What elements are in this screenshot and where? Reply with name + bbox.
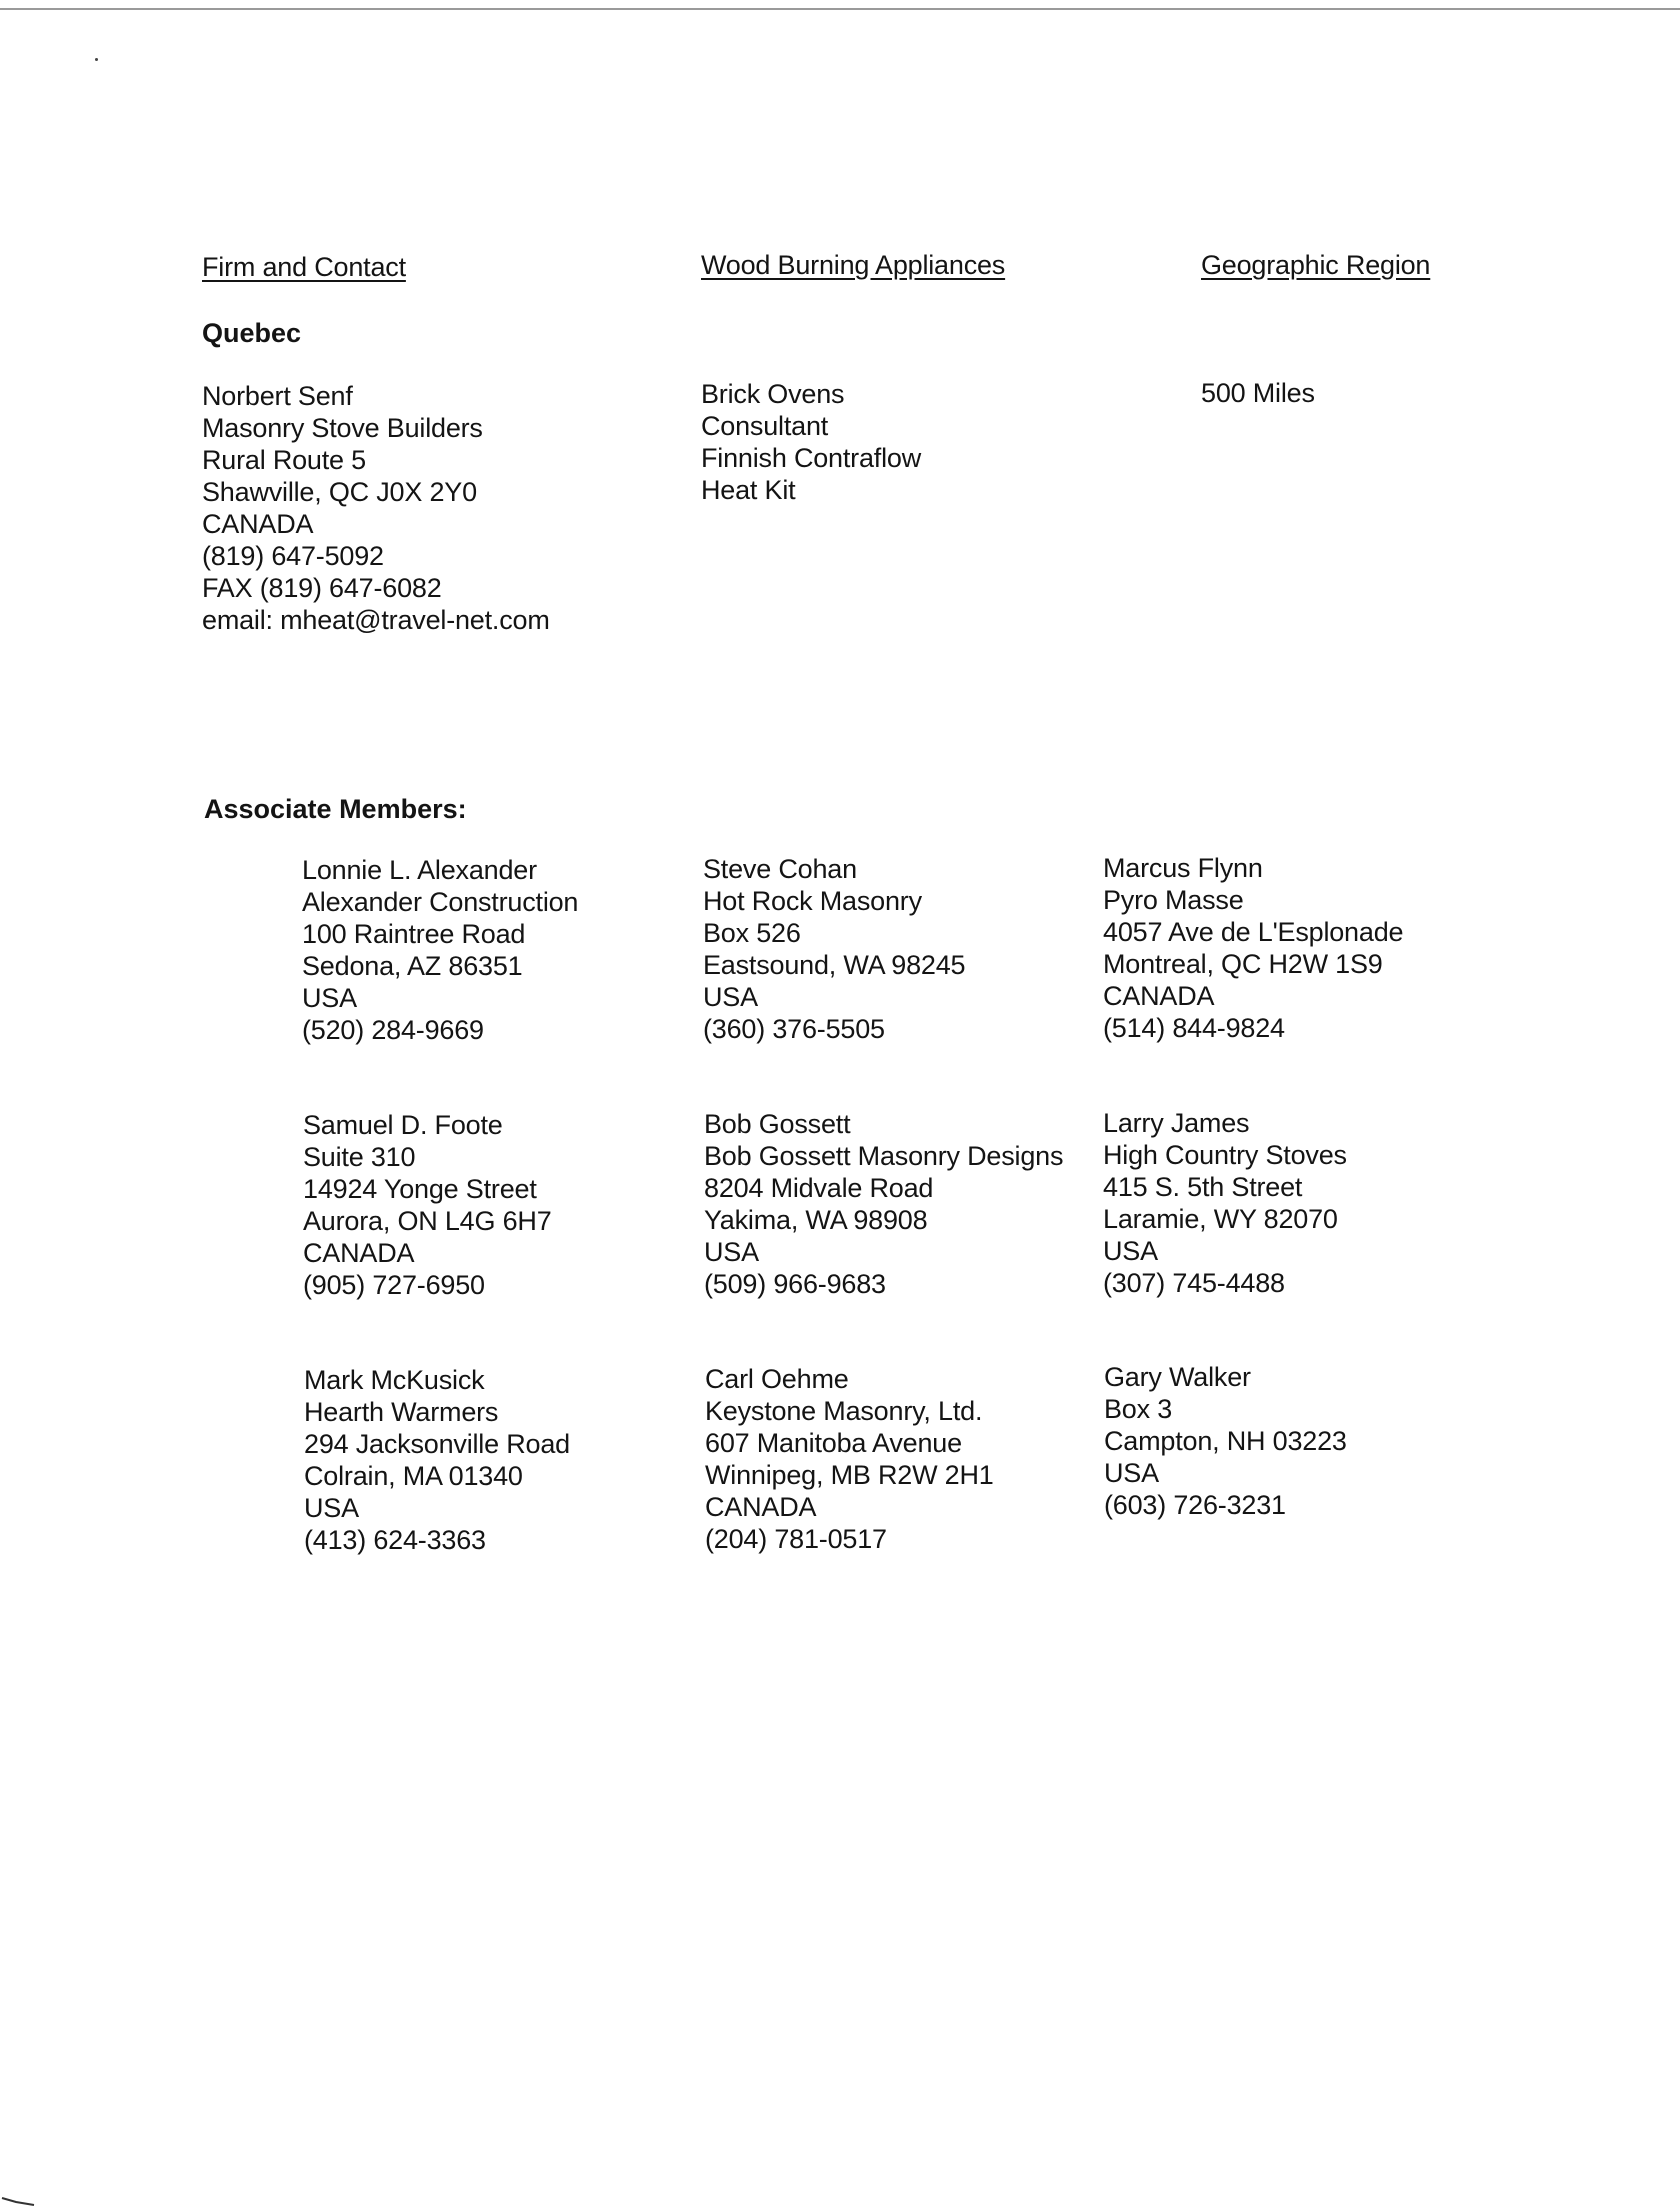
header-firm-and-contact: Firm and Contact xyxy=(202,252,406,282)
associate-name: Larry James xyxy=(1103,1108,1250,1138)
associate-line: 4057 Ave de L'Esplonade xyxy=(1103,917,1404,947)
associate-line: Aurora, ON L4G 6H7 xyxy=(303,1206,552,1236)
appliance-item: Brick Ovens xyxy=(701,379,845,409)
associate-line: 100 Raintree Road xyxy=(302,919,526,949)
associate-line: Montreal, QC H2W 1S9 xyxy=(1103,949,1383,979)
associate-card xyxy=(1103,1107,1347,1299)
associate-line: Sedona, AZ 86351 xyxy=(302,951,523,981)
appliance-item: Finnish Contraflow xyxy=(701,443,921,473)
associate-line: Hearth Warmers xyxy=(304,1397,499,1427)
section-title-quebec: Quebec xyxy=(202,318,302,348)
associate-name: Gary Walker xyxy=(1104,1362,1251,1392)
associate-phone: (360) 376-5505 xyxy=(703,1014,885,1044)
associate-phone: (520) 284-9669 xyxy=(302,1015,484,1045)
associate-name: Carl Oehme xyxy=(705,1364,849,1394)
associate-phone: (603) 726-3231 xyxy=(1104,1490,1286,1520)
associate-line: Bob Gossett Masonry Designs xyxy=(704,1141,1064,1171)
associate-line: Keystone Masonry, Ltd. xyxy=(705,1396,983,1426)
top-scan-edge xyxy=(0,8,1680,10)
associate-name: Lonnie L. Alexander xyxy=(302,855,537,885)
associate-phone: (204) 781-0517 xyxy=(705,1524,887,1554)
associate-line: 8204 Midvale Road xyxy=(704,1173,934,1203)
associate-members-title: Associate Members: xyxy=(204,794,467,824)
associate-line: Laramie, WY 82070 xyxy=(1103,1204,1338,1234)
contact-email: email: mheat@travel-net.com xyxy=(202,605,550,635)
associate-line: Yakima, WA 98908 xyxy=(704,1205,928,1235)
main-contact-block xyxy=(202,380,550,636)
region-value xyxy=(1201,377,1315,409)
associate-phone: (905) 727-6950 xyxy=(303,1270,485,1300)
associate-line: Hot Rock Masonry xyxy=(703,886,922,916)
associate-line: CANADA xyxy=(303,1238,415,1268)
associate-line: Suite 310 xyxy=(303,1142,416,1172)
associate-line: CANADA xyxy=(705,1492,817,1522)
associate-line: USA xyxy=(1103,1236,1158,1266)
associate-line: USA xyxy=(302,983,357,1013)
associate-phone: (413) 624-3363 xyxy=(304,1525,486,1555)
header-wood-burning-appliances: Wood Burning Appliances xyxy=(701,250,1006,280)
region-miles: 500 Miles xyxy=(1201,378,1315,408)
appliance-item: Heat Kit xyxy=(701,475,796,505)
associate-line: High Country Stoves xyxy=(1103,1140,1347,1170)
associate-card xyxy=(705,1363,994,1555)
appliance-item: Consultant xyxy=(701,411,829,441)
contact-city: Shawville, QC J0X 2Y0 xyxy=(202,477,477,507)
contact-country: CANADA xyxy=(202,509,314,539)
associate-name: Marcus Flynn xyxy=(1103,853,1263,883)
contact-company: Masonry Stove Builders xyxy=(202,413,483,443)
associate-phone: (514) 844-9824 xyxy=(1103,1013,1285,1043)
header-geographic-region: Geographic Region xyxy=(1201,250,1431,280)
scan-corner-mark xyxy=(0,2194,38,2206)
associate-line: 415 S. 5th Street xyxy=(1103,1172,1303,1202)
associate-card xyxy=(302,854,578,1046)
associate-line: 294 Jacksonville Road xyxy=(304,1429,570,1459)
associate-line: Box 526 xyxy=(703,918,801,948)
appliances-list xyxy=(701,378,921,506)
associate-line: Campton, NH 03223 xyxy=(1104,1426,1347,1456)
contact-phone: (819) 647-5092 xyxy=(202,541,384,571)
associate-line: Alexander Construction xyxy=(302,887,579,917)
associate-line: 14924 Yonge Street xyxy=(303,1174,537,1204)
associate-line: Eastsound, WA 98245 xyxy=(703,950,966,980)
associate-line: Colrain, MA 01340 xyxy=(304,1461,523,1491)
associate-name: Bob Gossett xyxy=(704,1109,851,1139)
contact-name: Norbert Senf xyxy=(202,381,353,411)
associate-card xyxy=(704,1108,1063,1300)
associate-line: 607 Manitoba Avenue xyxy=(705,1428,962,1458)
associate-name: Steve Cohan xyxy=(703,854,857,884)
contact-address: Rural Route 5 xyxy=(202,445,366,475)
associate-name: Samuel D. Foote xyxy=(303,1110,503,1140)
associate-card xyxy=(304,1364,570,1556)
associate-line: CANADA xyxy=(1103,981,1215,1011)
associate-phone: (509) 966-9683 xyxy=(704,1269,886,1299)
associate-line: Box 3 xyxy=(1104,1394,1173,1424)
associate-line: Winnipeg, MB R2W 2H1 xyxy=(705,1460,994,1490)
associate-card xyxy=(1104,1361,1347,1521)
associate-card xyxy=(1103,852,1403,1044)
associate-line: USA xyxy=(304,1493,359,1523)
associate-name: Mark McKusick xyxy=(304,1365,485,1395)
contact-fax: FAX (819) 647-6082 xyxy=(202,573,442,603)
associate-line: USA xyxy=(1104,1458,1159,1488)
associate-line: USA xyxy=(703,982,758,1012)
associate-line: USA xyxy=(704,1237,759,1267)
associate-card xyxy=(303,1109,552,1301)
scan-speck xyxy=(95,58,98,61)
associate-phone: (307) 745-4488 xyxy=(1103,1268,1285,1298)
associate-card xyxy=(703,853,965,1045)
associate-line: Pyro Masse xyxy=(1103,885,1244,915)
